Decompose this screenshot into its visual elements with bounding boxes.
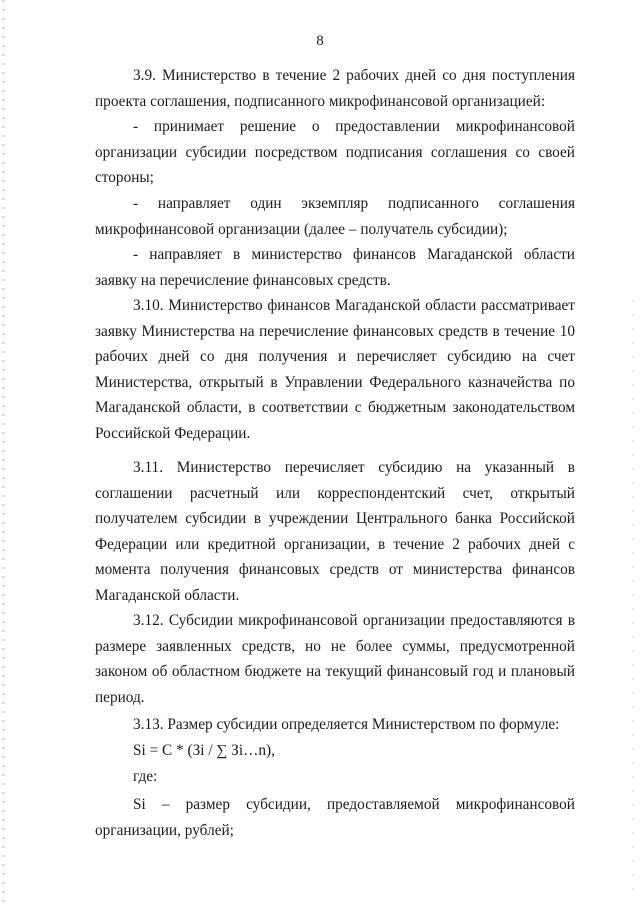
formula: Si = C * (Зi / ∑ Зi…n), <box>133 742 275 759</box>
list-item-send-request: - направляет в министерство финансов Магаданской области заявку на перечисление финансовых средств. <box>95 246 575 289</box>
list-item-send-copy: - направляет один экземпляр подписанного соглашения микрофинансовой организации (далее – получатель субсидии); <box>95 195 575 238</box>
paragraph-3-13: 3.13. Размер субсидии определяется Министерством по формуле: <box>133 716 560 733</box>
paragraph-3-12: 3.12. Субсидии микрофинансовой организации предоставляются в размере заявленных средств, но не более суммы, предусмотренной законом об областном бюджете на текущий финансовый год и плановый период. <box>95 612 575 706</box>
list-item-accept-decision: - принимает решение о предоставлении микрофинансовой организации субсидии посредством подписания соглашения со своей стороны; <box>95 118 575 187</box>
scan-edge-marks-left <box>2 0 5 905</box>
scan-edge-marks-right <box>632 300 634 900</box>
where-label: где: <box>133 768 158 785</box>
paragraph-3-10: 3.10. Министерство финансов Магаданской области рассматривает заявку Министерства на перечисление финансовых средств в течение 10 рабочих дней со дня получения и перечисляет субсидию на счет Министерства, открытый в Управлении Федерального казначейства по Магаданской области, в соответствии с бюджетным законодательством Российской Федерации. <box>95 297 575 442</box>
paragraph-3-9: 3.9. Министерство в течение 2 рабочих дней со дня поступления проекта соглашения, подписанного микрофинансовой организацией: <box>95 67 575 110</box>
page-number: 8 <box>316 33 324 49</box>
paragraph-3-11: 3.11. Министерство перечисляет субсидию на указанный в соглашении расчетный или корреспондентский счет, открытый получателем субсидии в учреждении Центрального банка Российской Федерации или кредитной организации, в течение 2 рабочих дней с момента получения финансовых средств от министерства финансов Магаданской области. <box>95 459 575 604</box>
definition-si: Si – размер субсидии, предоставляемой микрофинансовой организации, рублей; <box>95 796 575 839</box>
